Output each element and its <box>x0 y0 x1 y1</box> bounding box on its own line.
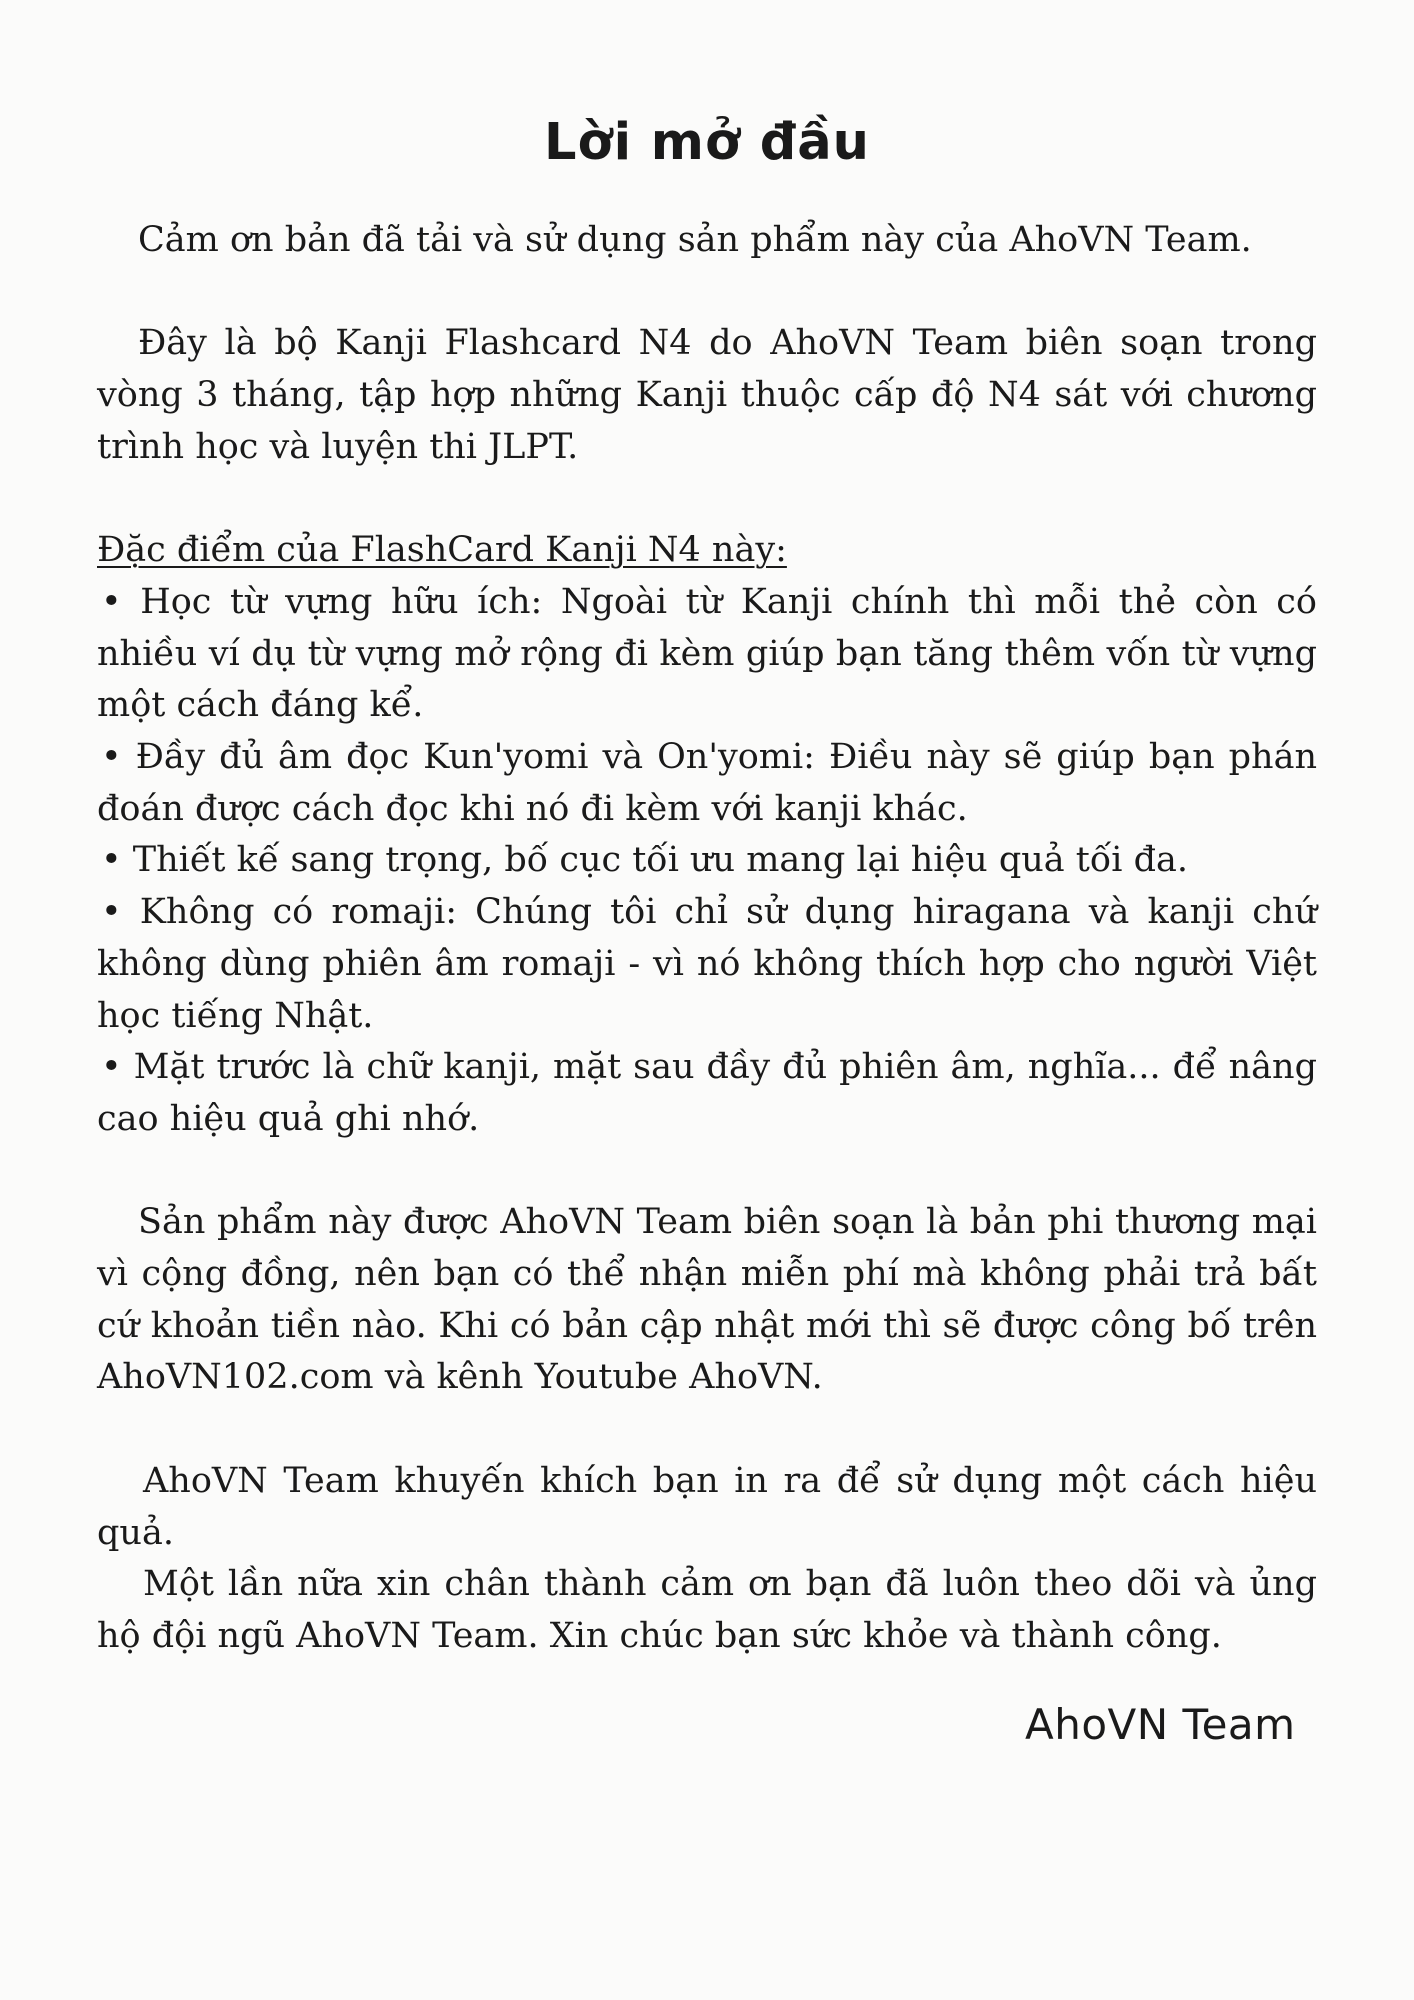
description-paragraph: Đây là bộ Kanji Flashcard N4 do AhoVN Team biên soạn trong vòng 3 tháng, tập hợp những Kanji thuộc cấp độ N4 sát với chương trình học và luyện thi JLPT. <box>97 323 1317 467</box>
paragraph-spacer <box>97 1146 1317 1198</box>
features-heading: Đặc điểm của FlashCard Kanji N4 này: <box>97 530 787 571</box>
page-title: Lời mở đầu <box>544 113 870 172</box>
paragraph-spacer <box>97 1404 1317 1456</box>
paragraph-spacer <box>97 474 1317 526</box>
intro-paragraph: Cảm ơn bản đã tải và sử dụng sản phẩm này của AhoVN Team. <box>138 220 1252 260</box>
feature-item-readings: • Đầy đủ âm đọc Kun'yomi và On'yomi: Điều này sẽ giúp bạn phán đoán được cách đọc khi nó đi kèm với kanji khác. <box>97 737 1317 829</box>
paragraph-spacer <box>97 267 1317 319</box>
encouragement-paragraph: AhoVN Team khuyến khích bạn in ra để sử dụng một cách hiệu quả. <box>97 1460 1317 1553</box>
features-heading-line <box>97 525 1317 577</box>
product-note-paragraph: Sản phẩm này được AhoVN Team biên soạn là bản phi thương mại vì cộng đồng, nên bạn có thể nhận miễn phí mà không phải trả bất cứ khoản tiền nào. Khi có bản cập nhật mới thì sẽ được công bố trên AhoVN102.com và kênh Youtube AhoVN. <box>97 1202 1317 1398</box>
feature-item-no-romaji: • Không có romaji: Chúng tôi chỉ sử dụng hiragana và kanji chứ không dùng phiên âm romaji - vì nó không thích hợp cho người Việt học tiếng Nhật. <box>97 892 1317 1036</box>
feature-item-vocabulary: • Học từ vựng hữu ích: Ngoài từ Kanji chính thì mỗi thẻ còn có nhiều ví dụ từ vựng mở rộng đi kèm giúp bạn tăng thêm vốn từ vựng một cách đáng kể. <box>97 581 1317 726</box>
closing-paragraph: Một lần nữa xin chân thành cảm ơn bạn đã luôn theo dõi và ủng hộ đội ngũ AhoVN Team. Xin chúc bạn sức khỏe và thành công. <box>97 1564 1317 1656</box>
signature: AhoVN Team <box>1025 1700 1296 1749</box>
feature-item-design: • Thiết kế sang trọng, bố cục tối ưu mang lại hiệu quả tối đa. <box>101 840 1188 881</box>
feature-item-card-sides: • Mặt trước là chữ kanji, mặt sau đầy đủ phiên âm, nghĩa... để nâng cao hiệu quả ghi nhớ. <box>97 1047 1317 1139</box>
document-body <box>97 215 1317 1663</box>
